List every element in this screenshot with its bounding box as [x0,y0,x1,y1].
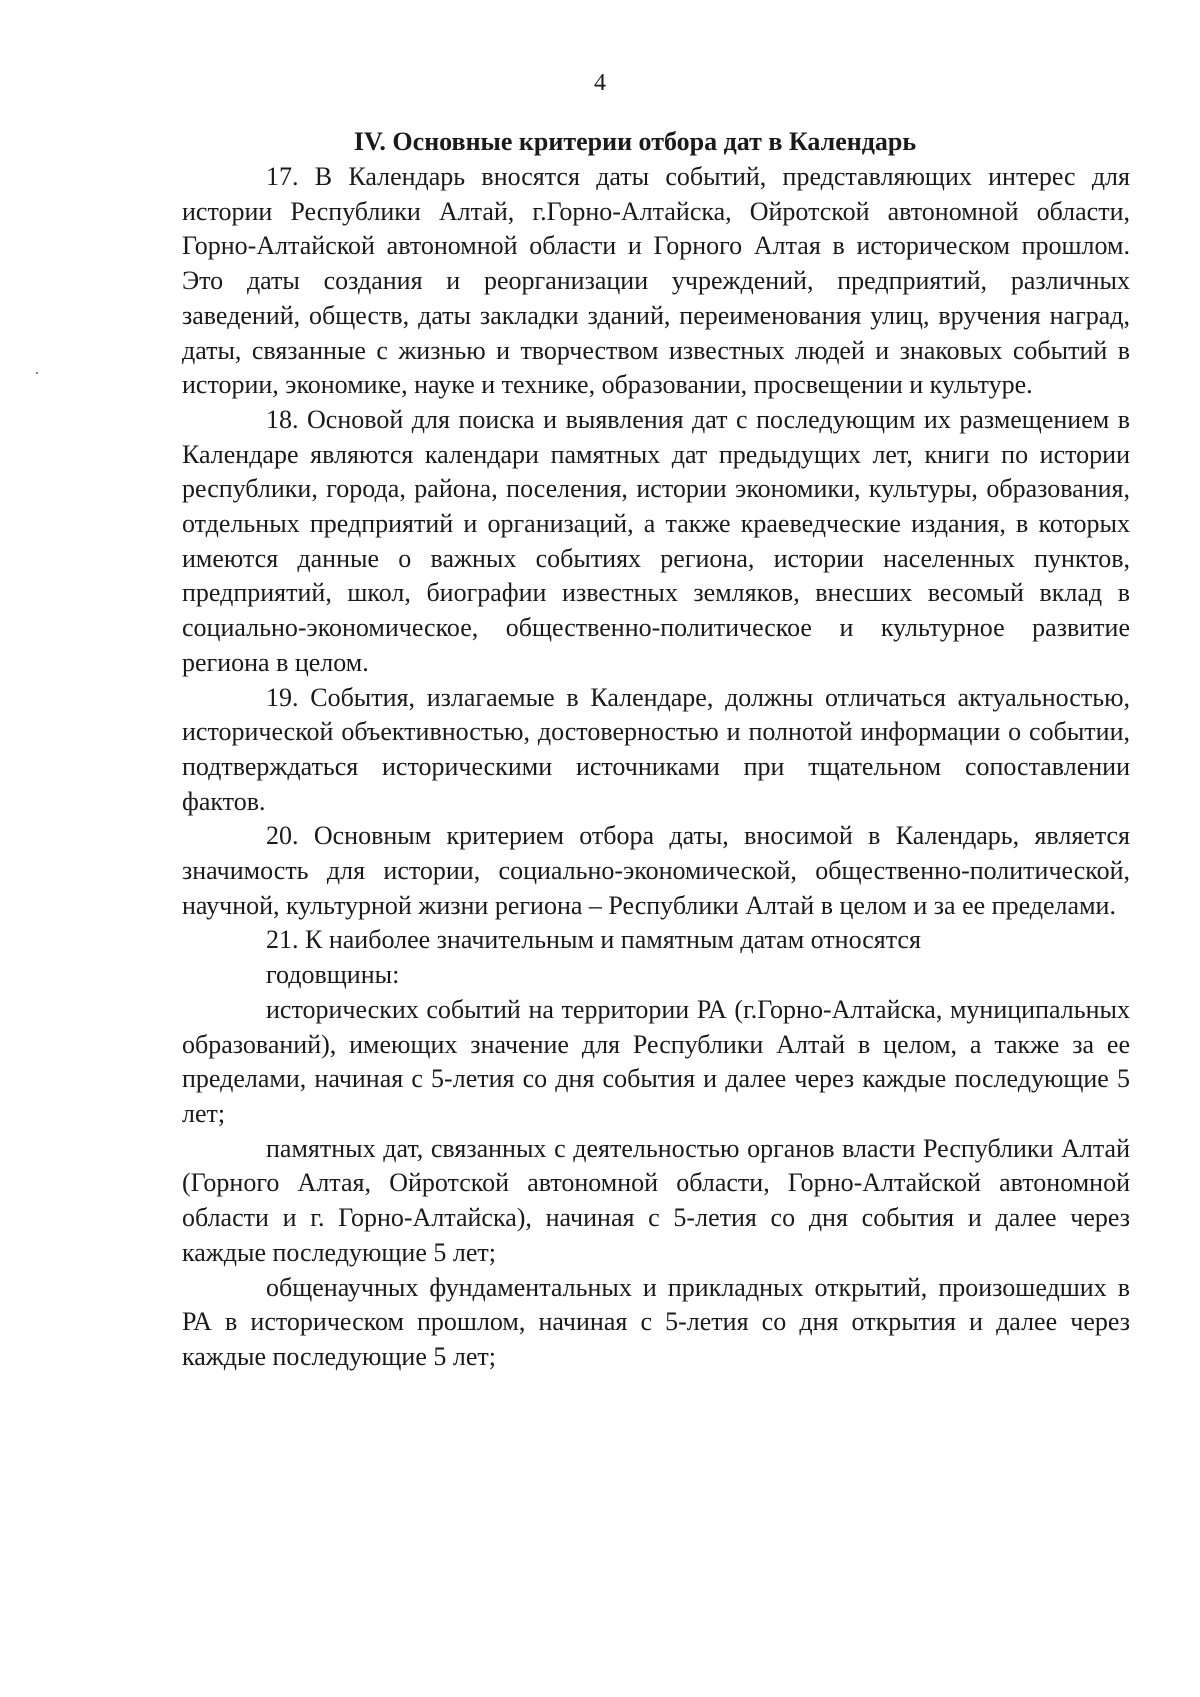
paragraph-21: 21. К наиболее значительным и памятным датам относятся [266,925,921,955]
paragraph-17: 17. В Календарь вносятся даты событий, представляющих интерес для истории Республики Алтай, г.Горно-Алтайска, Ойротской автономной области, Горно-Алтайской автономной области и Горного Алтая в историческом прошлом. Это даты создания и реорганизации учреждений, предприятий, различных заведений, обществ, даты закладки зданий, переименования улиц, вручения наград, даты, связанные с жизнью и творчеством известных людей и знаковых событий в истории, экономике, науке и технике, образовании, просвещении и культуре. [182,162,1130,400]
list-item-memorable-dates: памятных дат, связанных с деятельностью органов власти Республики Алтай (Горного Алтая, Ойротской автономной области, Горно-Алтайской автономной области и г. Горно-Алтайска), начиная с 5-летия со дня события и далее через каждые последующие 5 лет; [182,1133,1130,1267]
scan-speck [36,372,38,374]
page-number: 4 [594,70,606,96]
paragraph-18: 18. Основой для поиска и выявления дат с последующим их размещением в Календаре являются календари памятных дат предыдущих лет, книги по истории республики, города, района, поселения, истории экономики, культуры, образования, отдельных предприятий и организаций, а также краеведческие издания, в которых имеются данные о важных событиях региона, истории населенных пунктов, предприятий, школ, биографии известных земляков, внесших весомый вклад в социально-экономическое, общественно-политическое и культурное развитие региона в целом. [182,404,1130,677]
paragraph-20: 20. Основным критерием отбора даты, вносимой в Календарь, является значимость для истории, социально-экономической, общественно-политической, научной, культурной жизни региона – Республики Алтай в целом и за ее пределами. [182,821,1130,920]
list-item-historical-events: исторических событий на территории РА (г.Горно-Алтайска, муниципальных образований), имеющих значение для Республики Алтай в целом, а также за ее пределами, начиная с 5-летия со дня события и далее через каждые последующие 5 лет; [182,994,1130,1128]
body-text [182,160,1130,1375]
paragraph-19: 19. События, излагаемые в Календаре, должны отличаться актуальностью, исторической объективностью, достоверностью и полнотой информации о событии, подтверждаться историческими источниками при тщательном сопоставлении фактов. [182,682,1130,816]
paragraph-anniversaries-intro: годовщины: [266,960,400,990]
list-item-scientific-discoveries: общенаучных фундаментальных и прикладных открытий, произошедших в РА в историческом прошлом, начиная с 5-летия со дня открытия и далее через каждые последующие 5 лет; [182,1272,1130,1371]
section-heading: IV. Основные критерии отбора дат в Календарь [353,127,917,156]
